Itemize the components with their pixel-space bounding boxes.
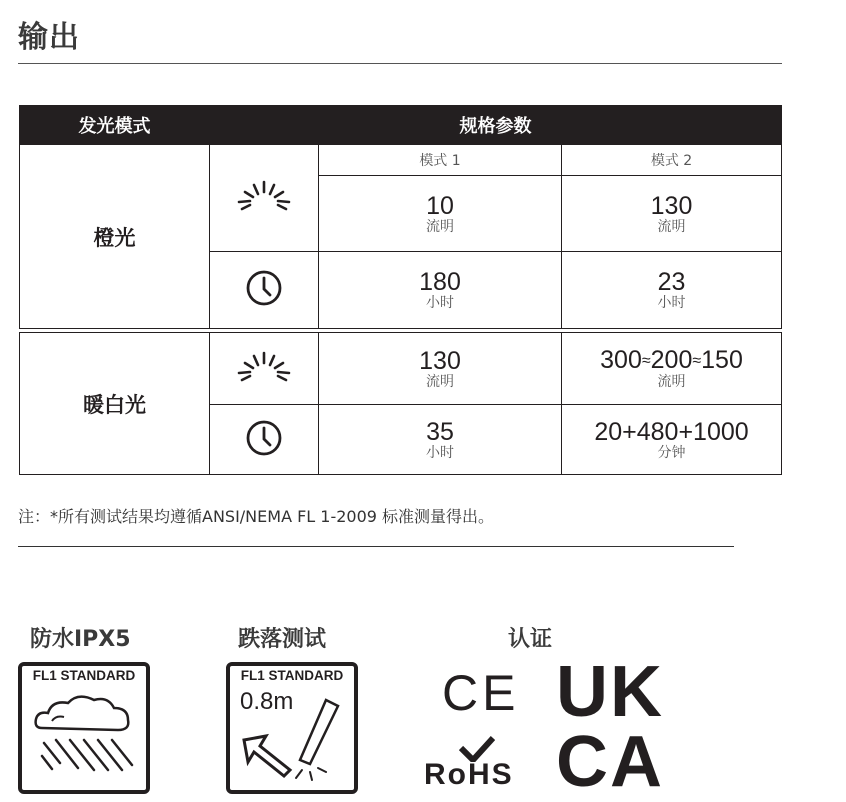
table-row <box>20 333 782 405</box>
sub-mode1: 模式 1 <box>319 145 562 176</box>
mode-warm-white: 暖白光 <box>20 333 210 475</box>
waterproof-badge <box>18 662 150 794</box>
brightness-icon-cell <box>210 333 319 405</box>
rohs-mark: RoHS <box>424 758 514 791</box>
brightness-icon <box>237 180 291 212</box>
waterproof-label: 防水IPX5 <box>30 627 131 652</box>
brightness-icon <box>237 351 291 383</box>
divider <box>18 63 782 64</box>
certification-label: 认证 <box>508 627 553 652</box>
mode-orange: 橙光 <box>20 145 210 329</box>
clock-icon-cell <box>210 252 319 329</box>
sub-mode2: 模式 2 <box>562 145 782 176</box>
divider <box>18 546 734 547</box>
clock-icon-cell <box>210 405 319 475</box>
lumen-cell: 130 流明 <box>319 333 562 405</box>
lumen-cell: 130 流明 <box>562 176 782 252</box>
runtime-cell: 180 小时 <box>319 252 562 329</box>
spec-table-warm <box>19 332 782 475</box>
drop-test-badge <box>226 662 358 794</box>
rain-cloud-icon <box>22 688 146 788</box>
clock-icon <box>245 269 283 307</box>
page-title: 输出 <box>18 20 80 55</box>
header-spec: 规格参数 <box>210 106 782 145</box>
clock-icon <box>245 419 283 457</box>
fl1-standard-label: FL1 STANDARD <box>240 668 344 683</box>
runtime-cell: 35 小时 <box>319 405 562 475</box>
drop-arrow-icon <box>230 666 354 790</box>
ukca-mark-ca: CA <box>556 722 664 802</box>
lumen-cell: 10 流明 <box>319 176 562 252</box>
drop-height: 0.8m <box>240 688 294 715</box>
drop-test-label: 跌落测试 <box>238 627 327 652</box>
ukca-mark-uk: UK <box>556 652 664 732</box>
spec-table <box>19 105 782 329</box>
brightness-icon-cell <box>210 145 319 252</box>
header-mode: 发光模式 <box>20 106 210 145</box>
fl1-standard-label: FL1 STANDARD <box>32 668 136 683</box>
runtime-cell: 23 小时 <box>562 252 782 329</box>
lumen-cell: 300≈200≈150 流明 <box>562 333 782 405</box>
footnote: 注：*所有测试结果均遵循ANSI/NEMA FL 1-2009 标准测量得出。 <box>18 507 495 526</box>
runtime-cell: 20+480+1000 分钟 <box>562 405 782 475</box>
table-row <box>20 145 782 176</box>
table-header-row <box>20 106 782 145</box>
ce-mark: CE <box>442 665 520 721</box>
